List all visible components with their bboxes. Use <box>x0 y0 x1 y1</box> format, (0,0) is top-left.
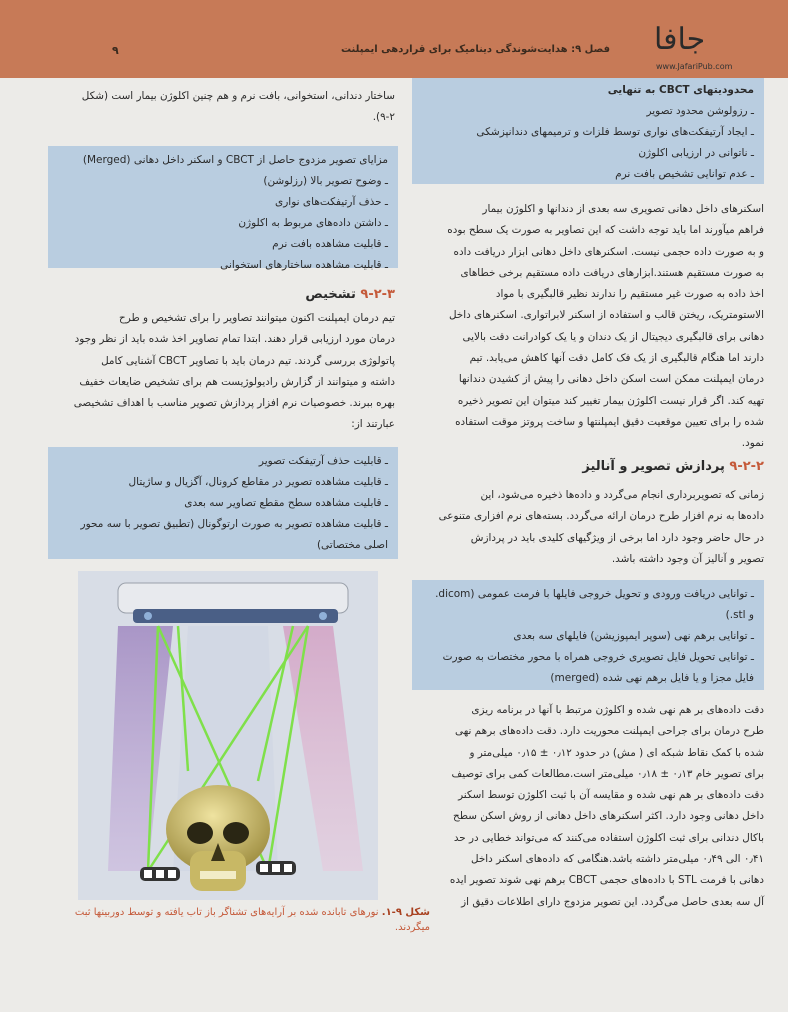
text-line: فراهم میآورند اما باید توجه داشت که این تصاویر به صورت یک سطح بوده <box>447 224 764 237</box>
text-line: باکال دندانی برای ثبت اکلوژن استفاده می‌کنند که می‌تواند خطایی در حد <box>453 831 764 844</box>
list-item: ـ قابلیت مشاهده بافت نرم <box>272 238 388 250</box>
text-line: دقت داده‌های بر هم نهی شده و مقایسه آن با ثبت اکلوژن توسط اسکنر <box>458 789 764 802</box>
list-item: ـ توانایی دریافت ورودی و تحویل خروجی فایلها با فرمت عمومی (dicom. <box>435 588 754 600</box>
text-line: شده را برای تعیین موقعیت دقیق ایمپلنتها و ساخت پروتز موقت استفاده <box>455 415 764 428</box>
text-line: اخذ داده به صورت غیر مستقیم را ندارند نظیر قالبگیری با مواد <box>495 288 764 301</box>
section-number: ۹-۲-۳ <box>360 287 395 302</box>
text-line: دارند اما هنگام قالبگیری از یک فک کامل دقت آنها کاهش می‌یابد. تیم <box>469 352 764 365</box>
page-number: ۹ <box>112 44 119 57</box>
list-item: ـ ناتوانی در ارزیابی اکلوژن <box>638 147 754 159</box>
section-title: پردازش تصویر و آنالیز <box>582 459 725 474</box>
intraoral-scanner-paragraph <box>418 199 764 455</box>
logo-glyph: جافا <box>654 22 706 57</box>
list-item: ـ قابلیت مشاهده تصویر به صورت ارتوگونال (تطبیق تصویر با سه محور <box>80 518 388 530</box>
list-item: ـ رزولوشن محدود تصویر <box>646 105 754 117</box>
text-line: به صورت مستقیم هستند.ابزارهای دریافت داده مستقیم برخی خطاهای <box>460 266 764 279</box>
limitations-heading: محدودیتهای CBCT به تنهایی <box>607 84 754 96</box>
diagnostic-features-box <box>48 447 398 559</box>
figure-caption-label: شکل ۹-۱. <box>381 907 430 918</box>
text-line: دهانی با فرمت STL با داده‌های حجمی CBCT برهم نهی شوند تصویر ایده <box>449 874 764 887</box>
limitations-box <box>412 78 764 184</box>
figure-navigation-camera <box>78 571 378 900</box>
text-line: طرح درمان برای جراحی ایمپلنت محوریت دارد. دقت داده‌های برهم نهی <box>455 725 764 738</box>
list-item: ـ حذف آرتیفکت‌های نواری <box>275 196 388 208</box>
list-item: فایل مجزا و یا فایل برهم نهی شده (merged) <box>550 672 754 684</box>
text-line: درمان ایمپلنت ممکن است اسکن داخل دهانی را پیش از کشیدن دندانها <box>458 373 764 386</box>
figure-illustration <box>78 571 378 900</box>
camera-bar <box>118 583 348 623</box>
list-item: اصلی مختصاتی) <box>316 539 388 551</box>
list-item: ـ داشتن داده‌های مربوط به اکلوژن <box>238 217 388 229</box>
text-line: شده با کمک نقاط شبکه ای ( مش) در حدود ۰٫۱۲ ± ۰٫۱۵ میلی‌متر و <box>469 746 764 759</box>
text-line: ۹-۲). <box>372 111 395 124</box>
text-line: داخل دهانی وجود دارد. اکثر اسکنرهای داخل دهانی از روش اسکن سطح <box>453 810 764 823</box>
publisher-logo <box>648 16 768 76</box>
merged-heading: مزایای تصویر مزدوج حاصل از CBCT و اسکنر داخل دهانی (Merged) <box>82 154 388 166</box>
accuracy-paragraph <box>418 700 764 913</box>
logo-url: www.JafariPub.com <box>656 62 733 71</box>
text-line: آل سه بعدی حاصل می‌گردد. این تصویر مزدوج دارای اطلاعات دقیق از <box>461 895 764 908</box>
processing-paragraph <box>418 485 764 570</box>
list-item: ـ قابلیت مشاهده تصویر در مقاطع کرونال، آگزیال و ساژیتال <box>128 476 388 488</box>
text-line: داده‌ها به نرم افزار طرح درمان ارائه می‌گردد. بسته‌های نرم افزاری متنوعی <box>438 510 764 523</box>
section-number: ۹-۲-۲ <box>729 459 764 474</box>
text-line: بهره ببرند. خصوصیات نرم افزار پردازش تصویر مناسب با اهداف تشخیصی <box>73 397 395 410</box>
section-title: تشخیص <box>305 287 356 302</box>
text-line: پاتولوژی بررسی گردند. تیم درمان باید با تصاویر CBCT آشنایی کامل <box>101 354 395 367</box>
text-line: و به صورت داده حجمی نیست. اسکنرهای داخل دهانی ابزار دریافت داده <box>453 245 764 258</box>
merged-advantages-box <box>48 146 398 271</box>
list-item: ـ وضوح تصویر بالا (رزلوشن) <box>263 175 388 187</box>
text-line: تیم درمان ایمپلنت اکنون میتوانند تصاویر را برای تشخیص و طرح <box>119 312 395 324</box>
list-item: ـ ایجاد آرتیفکت‌های نواری توسط فلزات و ترمیمهای دندانپزشکی <box>476 126 754 138</box>
text-line: ۰٫۴۱ الی ۰٫۴۹ میلی‌متر داشته باشد.هنگامی که داده‌های اسکنر داخل <box>470 853 764 866</box>
left-intro-paragraph <box>50 86 395 129</box>
text-line: نمود. <box>741 437 764 450</box>
text-line: زمانی که تصویربرداری انجام می‌گردد و داده‌ها ذخیره می‌شود، این <box>480 489 764 501</box>
list-item: ـ قابلیت مشاهده سطح مقطع تصاویر سه بعدی <box>184 497 388 509</box>
list-item: ـ عدم توانایی تشخیص بافت نرم <box>615 168 754 180</box>
text-line: درمان مورد ارزیابی قرار دهند. ابتدا تمام تصاویر اخذ شده باید از نظر وجود <box>74 333 395 346</box>
text-line: الاستومتریک، ریختن قالب و استفاده از اسکنر لابراتواری. اسکنرهای داخل <box>448 309 764 322</box>
text-line: عبارتند از: <box>351 418 395 431</box>
text-line: داشته و میتوانند از گزارش رادیولوژیست هم برای تشخیص ضایعات خفیف <box>79 375 395 388</box>
diagnosis-paragraph <box>50 308 395 436</box>
software-capabilities-box <box>412 580 764 690</box>
text-line: دقت داده‌های بر هم نهی شده و اکلوژن مرتبط با آنها در برنامه ریزی <box>471 704 764 716</box>
text-line: تهیه کند. اگر قرار نیست اکلوژن بیمار تغییر کند میتوان این تصویر ذخیره <box>457 394 764 407</box>
text-line: دهانی برای قالبگیری دیجیتال از یک دندان و یا یک کوادرانت دقت بالایی <box>462 330 764 343</box>
text-line: در حال حاضر وجود دارد اما برخی از ویژگیهای کلیدی باید در پردازش <box>470 531 764 544</box>
list-item: ـ قابلیت حذف آرتیفکت تصویر <box>258 455 388 467</box>
text-line: ساختار دندانی، استخوانی، بافت نرم و هم چنین اکلوژن بیمار است (شکل <box>81 90 395 102</box>
text-line: برای تصویر خام ۰٫۱۳ ± ۰٫۱۸ میلی‌متر است.مطالعات کمی برای توصیف <box>451 767 764 780</box>
figure-caption <box>50 905 430 935</box>
section-heading-diagnosis <box>50 287 395 302</box>
text-line: تصویر و آنالیز آن وجود داشته باشد. <box>611 552 764 565</box>
figure-caption-text: نورهای تابانده شده بر آرایه‌های تشناگر باز تاب یافته و توسط دوربینها ثبت میگردند. <box>74 907 430 933</box>
list-item: ـ توانایی تحویل فایل تصویری خروجی همراه با محور مختصات به صورت <box>442 651 754 663</box>
list-item: ـ توانایی برهم نهی (سوپر ایمپوزیشن) فایلهای سه بعدی <box>513 630 754 642</box>
text-line: اسکنرهای داخل دهانی تصویری سه بعدی از دندانها و اکلوژن بیمار <box>482 203 764 215</box>
list-item: ـ قابلیت مشاهده ساختارهای استخوانی <box>220 259 388 271</box>
chapter-title: فصل ۹: هدایت‌شوندگی دینامیک برای قراردهی ایمپلنت <box>340 44 610 55</box>
list-item: و stl.) <box>725 609 754 621</box>
section-heading-image-processing <box>418 459 764 474</box>
